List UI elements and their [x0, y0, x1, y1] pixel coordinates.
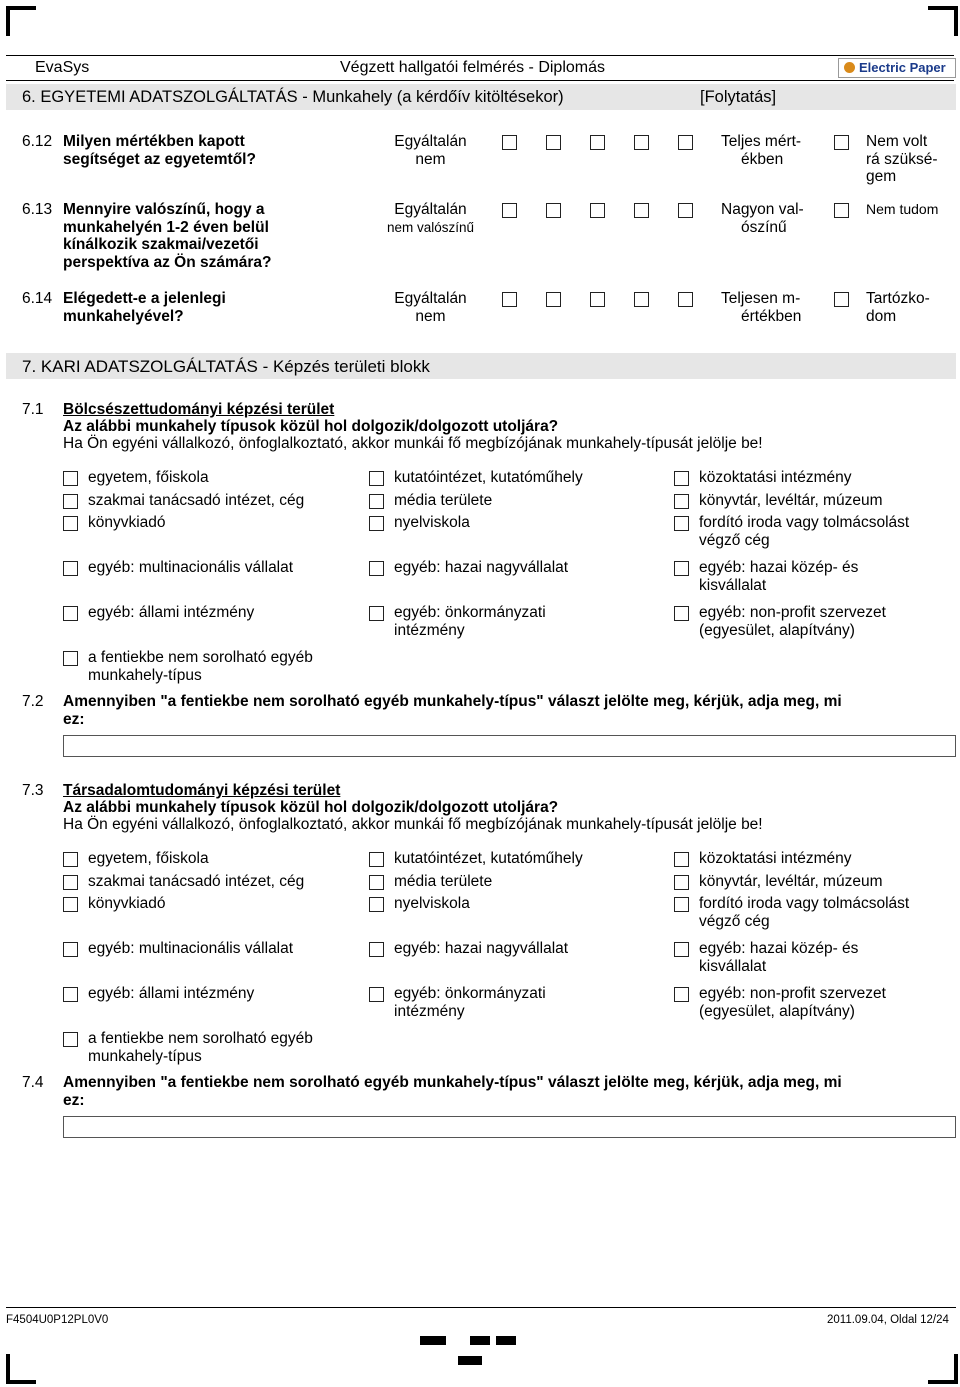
option-label	[88, 604, 254, 622]
option-label-line: intézmény	[394, 621, 465, 639]
option-label-line: egyéb: önkormányzati	[394, 985, 546, 1002]
option-checkbox[interactable]	[63, 942, 78, 957]
text-line: segítséget az egyetemtől?	[63, 150, 256, 168]
option-label	[88, 469, 209, 487]
option-label-line: intézmény	[394, 1002, 465, 1020]
option-label	[699, 492, 883, 510]
option-checkbox[interactable]	[674, 606, 689, 621]
option-label-line: kutatóintézet, kutatóműhely	[394, 850, 583, 867]
na-line: gem	[866, 168, 897, 185]
scale-checkbox-5[interactable]	[678, 292, 693, 307]
scale-checkbox-2[interactable]	[546, 203, 561, 218]
other-workplace-input[interactable]	[63, 1116, 956, 1138]
text-line: Mennyire valószínű, hogy a	[63, 201, 265, 218]
scale-left-label	[368, 133, 493, 168]
option-checkbox[interactable]	[369, 987, 384, 1002]
option-label-line: egyéb: hazai közép- és	[699, 940, 859, 957]
scale-checkbox-3[interactable]	[590, 135, 605, 150]
text-line: Milyen mértékben kapott	[63, 133, 245, 150]
option-checkbox[interactable]	[369, 494, 384, 509]
question-text	[63, 290, 226, 325]
question-number: 6.14	[22, 290, 53, 307]
scale-checkbox-2[interactable]	[546, 292, 561, 307]
option-label-line: (egyesület, alapítvány)	[699, 1002, 855, 1020]
option-label	[699, 940, 858, 975]
follow-number: 7.2	[22, 693, 44, 710]
option-label-line: nyelviskola	[394, 514, 470, 531]
option-label-line: nyelviskola	[394, 895, 470, 912]
option-label-line: egyéb: állami intézmény	[88, 985, 255, 1002]
barcode-mark	[458, 1356, 482, 1365]
option-label	[88, 985, 254, 1003]
option-label-line: egyéb: önkormányzati	[394, 604, 546, 621]
not-applicable-checkbox[interactable]	[834, 135, 849, 150]
option-label	[394, 985, 546, 1020]
option-label	[88, 850, 209, 868]
scale-right-line: ékben	[741, 150, 784, 168]
option-label-line: szakmai tanácsadó intézet, cég	[88, 873, 305, 890]
option-label-line: könyvkiadó	[88, 514, 166, 531]
option-label	[394, 850, 583, 868]
option-checkbox[interactable]	[674, 561, 689, 576]
barcode-mark	[470, 1336, 490, 1345]
header-app-name: EvaSys	[35, 59, 90, 76]
option-checkbox[interactable]	[63, 606, 78, 621]
corner-mark-bottom-left	[6, 1354, 36, 1384]
scale-right-label	[721, 201, 804, 236]
option-checkbox[interactable]	[369, 516, 384, 531]
scale-checkbox-4[interactable]	[634, 135, 649, 150]
option-checkbox[interactable]	[674, 494, 689, 509]
option-checkbox[interactable]	[63, 471, 78, 486]
text-line: Amennyiben "a fentiekbe nem sorolható egyéb munkahely-típus" választ jelölte meg, kérjük, adja meg, mi	[63, 693, 842, 710]
option-checkbox[interactable]	[63, 1032, 78, 1047]
option-label	[394, 940, 568, 958]
option-label-line: egyéb: hazai nagyvállalat	[394, 559, 569, 576]
header-title: Végzett hallgatói felmérés - Diplomás	[340, 59, 606, 76]
option-label	[394, 559, 568, 577]
option-label	[88, 559, 293, 577]
scale-right-line: ószínű	[741, 218, 787, 236]
option-checkbox[interactable]	[63, 516, 78, 531]
option-label	[699, 850, 852, 868]
block-number: 7.3	[22, 782, 44, 799]
option-label	[394, 895, 470, 913]
option-checkbox[interactable]	[63, 494, 78, 509]
option-checkbox[interactable]	[369, 875, 384, 890]
option-label-line: szakmai tanácsadó intézet, cég	[88, 492, 305, 509]
option-label	[88, 895, 166, 913]
text-line: munkahelyén 1-2 éven belül	[63, 218, 269, 236]
option-label-line: egyéb: non-profit szervezet	[699, 604, 886, 621]
option-checkbox[interactable]	[63, 987, 78, 1002]
scale-right-line: Teljes mért-	[721, 133, 802, 150]
block-number: 7.1	[22, 401, 44, 418]
option-label	[394, 514, 470, 532]
option-label	[394, 469, 583, 487]
option-checkbox[interactable]	[674, 852, 689, 867]
option-label-line: a fentiekbe nem sorolható egyéb	[88, 1030, 313, 1047]
option-label-line: kisvállalat	[699, 576, 767, 594]
not-applicable-checkbox[interactable]	[834, 292, 849, 307]
follow-question	[63, 693, 842, 728]
scale-checkbox-1[interactable]	[502, 292, 517, 307]
scale-checkbox-5[interactable]	[678, 135, 693, 150]
block-area-title: Bölcsészettudományi képzési terület	[63, 401, 335, 418]
option-label	[699, 873, 883, 891]
not-applicable-checkbox[interactable]	[834, 203, 849, 218]
option-label	[88, 492, 304, 510]
option-label	[394, 604, 546, 639]
option-label-line: közoktatási intézmény	[699, 850, 852, 867]
electric-paper-logo	[838, 58, 956, 78]
option-label-line: egyetem, főiskola	[88, 469, 209, 486]
option-label-line: egyéb: hazai közép- és	[699, 559, 859, 576]
footer-page: 2011.09.04, Oldal 12/24	[827, 1314, 949, 1326]
header-top-rule	[6, 55, 954, 56]
option-label-line: egyéb: hazai nagyvállalat	[394, 940, 569, 957]
option-checkbox[interactable]	[369, 561, 384, 576]
scale-right-label	[721, 133, 801, 168]
barcode-mark	[496, 1336, 516, 1345]
option-checkbox[interactable]	[674, 516, 689, 531]
na-line: Nem volt	[866, 133, 928, 150]
option-label-line: egyéb: multinacionális vállalat	[88, 940, 294, 957]
follow-question	[63, 1074, 842, 1109]
scale-left-label	[368, 290, 493, 325]
option-label-line: könyvkiadó	[88, 895, 166, 912]
text-line: kínálkozik szakmai/vezetői	[63, 236, 259, 253]
option-checkbox[interactable]	[369, 942, 384, 957]
option-label	[88, 1030, 313, 1065]
scale-checkbox-4[interactable]	[634, 292, 649, 307]
option-label	[88, 514, 166, 532]
option-label-line: egyéb: állami intézmény	[88, 604, 255, 621]
follow-number: 7.4	[22, 1074, 44, 1091]
not-applicable-label	[866, 290, 930, 325]
option-label	[394, 492, 492, 510]
option-label	[88, 873, 304, 891]
option-label-line: média területe	[394, 873, 493, 890]
scale-checkbox-1[interactable]	[502, 203, 517, 218]
question-number: 6.13	[22, 201, 53, 218]
footer-top-rule	[6, 1307, 956, 1308]
scale-left-line: Egyáltalán	[394, 133, 467, 150]
scale-checkbox-2[interactable]	[546, 135, 561, 150]
footer-code: F4504U0P12PL0V0	[6, 1314, 109, 1326]
option-label-line: közoktatási intézmény	[699, 469, 852, 486]
block-question: Az alábbi munkahely típusok közül hol dolgozik/dolgozott utoljára?	[63, 418, 559, 435]
logo-icon	[844, 62, 855, 73]
option-label	[699, 895, 909, 930]
question-number: 6.12	[22, 133, 53, 150]
scale-checkbox-3[interactable]	[590, 292, 605, 307]
option-label-line: média területe	[394, 492, 493, 509]
option-checkbox[interactable]	[369, 606, 384, 621]
text-line: ez:	[63, 710, 85, 728]
option-label-line: végző cég	[699, 531, 770, 549]
option-label-line: fordító iroda vagy tolmácsolást	[699, 514, 910, 531]
option-checkbox[interactable]	[674, 471, 689, 486]
option-label-line: egyetem, főiskola	[88, 850, 209, 867]
option-label	[699, 604, 886, 639]
na-line: Tartózko-	[866, 290, 930, 307]
text-line: ez:	[63, 1091, 85, 1109]
scale-left-line: nem	[415, 150, 446, 168]
text-line: Amennyiben "a fentiekbe nem sorolható egyéb munkahely-típus" választ jelölte meg, kérjük, adja meg, mi	[63, 1074, 842, 1091]
section6-continued: [Folytatás]	[700, 88, 777, 106]
option-label-line: egyéb: non-profit szervezet	[699, 985, 886, 1002]
barcode-mark	[420, 1336, 446, 1345]
option-label-line: (egyesület, alapítvány)	[699, 621, 855, 639]
option-label	[699, 559, 858, 594]
option-label-line: munkahely-típus	[88, 1047, 202, 1065]
na-line: dom	[866, 307, 897, 325]
option-label-line: könyvtár, levéltár, múzeum	[699, 873, 883, 890]
option-label-line: egyéb: multinacionális vállalat	[88, 559, 294, 576]
option-checkbox[interactable]	[369, 852, 384, 867]
option-checkbox[interactable]	[369, 897, 384, 912]
corner-mark-bottom-right	[928, 1354, 958, 1384]
text-line: munkahelyével?	[63, 307, 184, 325]
option-label-line: kutatóintézet, kutatóműhely	[394, 469, 583, 486]
option-checkbox[interactable]	[63, 852, 78, 867]
logo-text: Electric Paper	[859, 60, 946, 75]
scale-right-label	[721, 290, 801, 325]
na-line: Nem tudom	[866, 201, 939, 217]
option-checkbox[interactable]	[63, 651, 78, 666]
scale-right-line: értékben	[741, 307, 802, 325]
scale-left-line: nem	[415, 307, 446, 325]
option-checkbox[interactable]	[674, 875, 689, 890]
other-workplace-input[interactable]	[63, 735, 956, 757]
scale-checkbox-5[interactable]	[678, 203, 693, 218]
option-label-line: a fentiekbe nem sorolható egyéb	[88, 649, 313, 666]
option-checkbox[interactable]	[63, 897, 78, 912]
option-label-line: munkahely-típus	[88, 666, 202, 684]
question-text	[63, 133, 256, 168]
block-note: Ha Ön egyéni vállalkozó, önfoglalkoztató, akkor munkái fő megbízójának munkahely-típusát jelölje be!	[63, 435, 763, 452]
scale-left-line: Egyáltalán	[394, 290, 467, 307]
header-bottom-rule	[6, 80, 954, 81]
scale-checkbox-3[interactable]	[590, 203, 605, 218]
na-line: rá szüksé-	[866, 150, 938, 168]
option-checkbox[interactable]	[369, 471, 384, 486]
not-applicable-label	[866, 201, 938, 219]
option-checkbox[interactable]	[674, 942, 689, 957]
section6-title: 6. EGYETEMI ADATSZOLGÁLTATÁS - Munkahely (a kérdőív kitöltésekor)	[22, 88, 564, 106]
scale-checkbox-4[interactable]	[634, 203, 649, 218]
option-label-line: végző cég	[699, 912, 770, 930]
scale-left-line: nem valószínű	[386, 219, 475, 235]
option-label	[88, 649, 313, 684]
option-checkbox[interactable]	[674, 987, 689, 1002]
scale-left-label	[368, 201, 493, 236]
block-question: Az alábbi munkahely típusok közül hol dolgozik/dolgozott utoljára?	[63, 799, 559, 816]
option-label	[699, 514, 909, 549]
option-label-line: fordító iroda vagy tolmácsolást	[699, 895, 910, 912]
block-area-title: Társadalomtudományi képzési terület	[63, 782, 341, 799]
option-label-line: kisvállalat	[699, 957, 767, 975]
option-label	[394, 873, 492, 891]
question-text	[63, 201, 272, 271]
option-label	[699, 985, 886, 1020]
section7-title: 7. KARI ADATSZOLGÁLTATÁS - Képzés területi blokk	[22, 357, 430, 376]
option-checkbox[interactable]	[674, 897, 689, 912]
corner-mark-top-left	[6, 6, 36, 36]
option-label-line: könyvtár, levéltár, múzeum	[699, 492, 883, 509]
option-checkbox[interactable]	[63, 561, 78, 576]
option-label	[88, 940, 293, 958]
option-checkbox[interactable]	[63, 875, 78, 890]
block-note: Ha Ön egyéni vállalkozó, önfoglalkoztató, akkor munkái fő megbízójának munkahely-típusát jelölje be!	[63, 816, 763, 833]
corner-mark-top-right	[928, 6, 958, 36]
scale-right-line: Teljesen m-	[721, 290, 801, 307]
text-line: perspektíva az Ön számára?	[63, 253, 272, 271]
scale-checkbox-1[interactable]	[502, 135, 517, 150]
option-label	[699, 469, 852, 487]
text-line: Elégedett-e a jelenlegi	[63, 290, 226, 307]
not-applicable-label	[866, 133, 938, 186]
scale-left-line: Egyáltalán	[394, 201, 467, 218]
scale-right-line: Nagyon val-	[721, 201, 804, 218]
